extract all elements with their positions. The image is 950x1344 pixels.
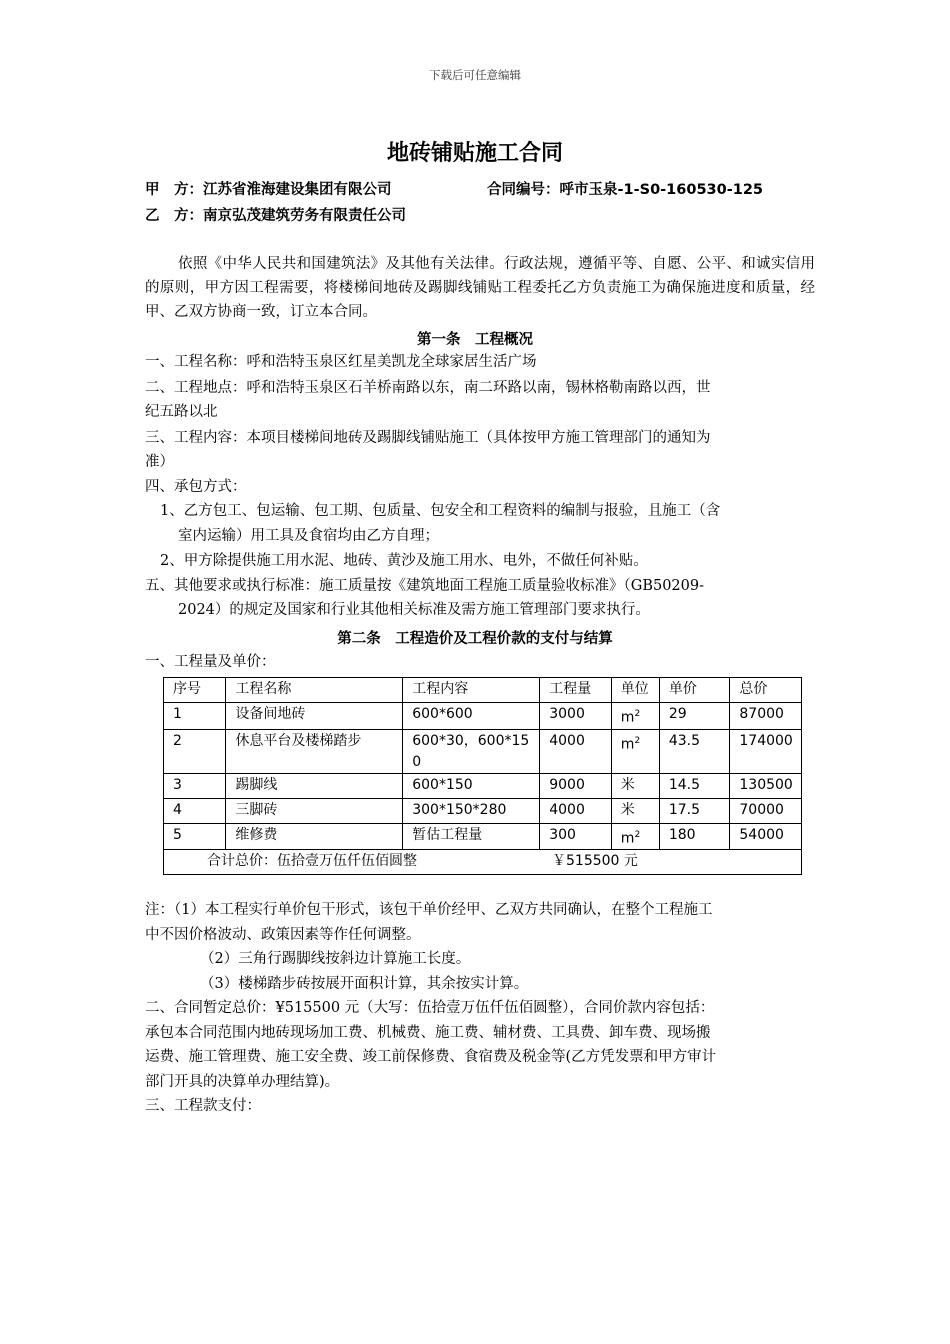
article1-line: 一、工程名称：呼和浩特玉泉区红星美凯龙全球家居生活广场 [145, 354, 537, 370]
table-cell-unit: $m^2$ [611, 703, 659, 730]
table-cell: 29 [659, 703, 730, 730]
table-row [164, 703, 802, 730]
note-line: （2）三角行踢脚线按斜边计算施工长度。 [200, 951, 471, 967]
note-line: 注：（1）本工程实行单价包干形式，该包干单价经甲、乙双方共同确认，在整个工程施工 [145, 902, 713, 918]
table-row [164, 823, 802, 850]
table-cell: 600*30，600*150 [403, 729, 540, 773]
table-cell: 4000 [540, 729, 612, 773]
note-line: 二、合同暂定总价：¥515500 元（大写：伍拾壹万伍仟伍佰圆整），合同价款内容包括： [145, 1000, 715, 1016]
table-cell: 87000 [730, 703, 802, 730]
table-cell-unit: $m^2$ [611, 729, 659, 773]
table-cell: 70000 [730, 798, 802, 823]
article2-heading: 第二条 工程造价及工程价款的支付与结算 [337, 631, 613, 647]
table-header-cell: 总价 [730, 678, 802, 703]
table-header-cell: 工程名称 [226, 678, 403, 703]
table-cell: 踢脚线 [226, 773, 403, 798]
table-cell: 暂估工程量 [403, 823, 540, 850]
table-cell: 300 [540, 823, 612, 850]
table-cell: 1 [164, 703, 226, 730]
table-cell: 180 [659, 823, 730, 850]
table-cell: 130500 [730, 773, 802, 798]
document-title: 地砖铺贴施工合同 [386, 141, 563, 166]
total-label: 合计总价：伍拾壹万伍仟伍佰圆整 [207, 853, 417, 870]
table-cell: 43.5 [659, 729, 730, 773]
table-header-cell: 工程量 [540, 678, 612, 703]
table-cell: 2 [164, 729, 226, 773]
table-cell: 三脚砖 [226, 798, 403, 823]
article1-heading: 第一条 工程概况 [417, 332, 533, 348]
table-cell: 600*150 [403, 773, 540, 798]
note-line: 部门开具的决算单办理结算)。 [145, 1074, 340, 1090]
table-cell: 维修费 [226, 823, 403, 850]
table-cell: 米 [611, 773, 659, 798]
table-cell-unit: $m^2$ [611, 823, 659, 850]
article2-subheading: 一、工程量及单价： [145, 654, 276, 670]
table-cell: 3000 [540, 703, 612, 730]
table-header-cell: 单位 [611, 678, 659, 703]
table-cell: 54000 [730, 823, 802, 850]
note-line: （3）楼梯踏步砖按展开面积计算，其余按实计算。 [200, 976, 529, 992]
article1-line: 三、工程内容：本项目楼梯间地砖及踢脚线铺贴施工（具体按甲方施工管理部门的通知为 [145, 430, 711, 446]
table-total-cell [164, 850, 802, 875]
party-a: 甲 方：江苏省淮海建设集团有限公司 [145, 182, 392, 198]
contract-number: 合同编号：呼市玉泉-1-S0-160530-125 [487, 182, 763, 198]
article1-line: 2024）的规定及国家和行业其他相关标准及需方施工管理部门要求执行。 [178, 602, 650, 618]
table-cell: 14.5 [659, 773, 730, 798]
header-note: 下载后可任意编辑 [429, 68, 521, 82]
table-cell: 4000 [540, 798, 612, 823]
table-cell: 9000 [540, 773, 612, 798]
table-cell: 休息平台及楼梯踏步 [226, 729, 403, 773]
table-header-row [164, 678, 802, 703]
table-header-cell: 单价 [659, 678, 730, 703]
note-line: 运费、施工管理费、施工安全费、竣工前保修费、食宿费及税金等(乙方凭发票和甲方审计 [145, 1049, 717, 1065]
total-value: ￥515500 元 [552, 853, 638, 870]
table-cell: 600*600 [403, 703, 540, 730]
table-header-cell: 序号 [164, 678, 226, 703]
article1-line: 五、其他要求或执行标准：施工质量按《建筑地面工程施工质量验收标准》（GB50209- [145, 578, 705, 594]
table-header-cell: 工程内容 [403, 678, 540, 703]
article1-line: 准） [145, 454, 174, 470]
table-row [164, 798, 802, 823]
article1-line: 纪五路以北 [145, 404, 218, 420]
table-cell: 17.5 [659, 798, 730, 823]
article1-line: 室内运输）用工具及食宿均由乙方自理； [178, 528, 439, 544]
table-cell: 3 [164, 773, 226, 798]
note-line: 承包本合同范围内地砖现场加工费、机械费、施工费、辅材费、工具费、卸车费、现场搬 [145, 1025, 711, 1041]
price-table [163, 677, 802, 875]
party-b: 乙 方：南京弘茂建筑劳务有限责任公司 [145, 208, 406, 224]
table-total-row [164, 850, 802, 875]
table-cell: 300*150*280 [403, 798, 540, 823]
note-line: 中不因价格波动、政策因素等作任何调整。 [145, 927, 421, 943]
note-line: 三、工程款支付： [145, 1098, 261, 1114]
article1-line: 1、乙方包工、包运输、包工期、包质量、包安全和工程资料的编制与报验，且施工（含 [160, 503, 721, 519]
table-cell: 4 [164, 798, 226, 823]
table-row [164, 773, 802, 798]
table-cell: 设备间地砖 [226, 703, 403, 730]
table-cell: 米 [611, 798, 659, 823]
article1-line: 四、承包方式： [145, 479, 247, 495]
table-cell: 174000 [730, 729, 802, 773]
table-row [164, 729, 802, 773]
intro-paragraph: 依照《中华人民共和国建筑法》及其他有关法律。行政法规，遵循平等、自愿、公平、和诚实信用的原则，甲方因工程需要，将楼梯间地砖及踢脚线铺贴工程委托乙方负责施工为确保施进度和质量，经甲、乙双方协商一致，订立本合同。 [145, 256, 815, 320]
article1-line: 2、甲方除提供施工用水泥、地砖、黄沙及施工用水、电外，不做任何补贴。 [160, 553, 648, 569]
article1-line: 二、工程地点：呼和浩特玉泉区石羊桥南路以东，南二环路以南，锡林格勒南路以西，世 [145, 380, 711, 396]
table-cell: 5 [164, 823, 226, 850]
